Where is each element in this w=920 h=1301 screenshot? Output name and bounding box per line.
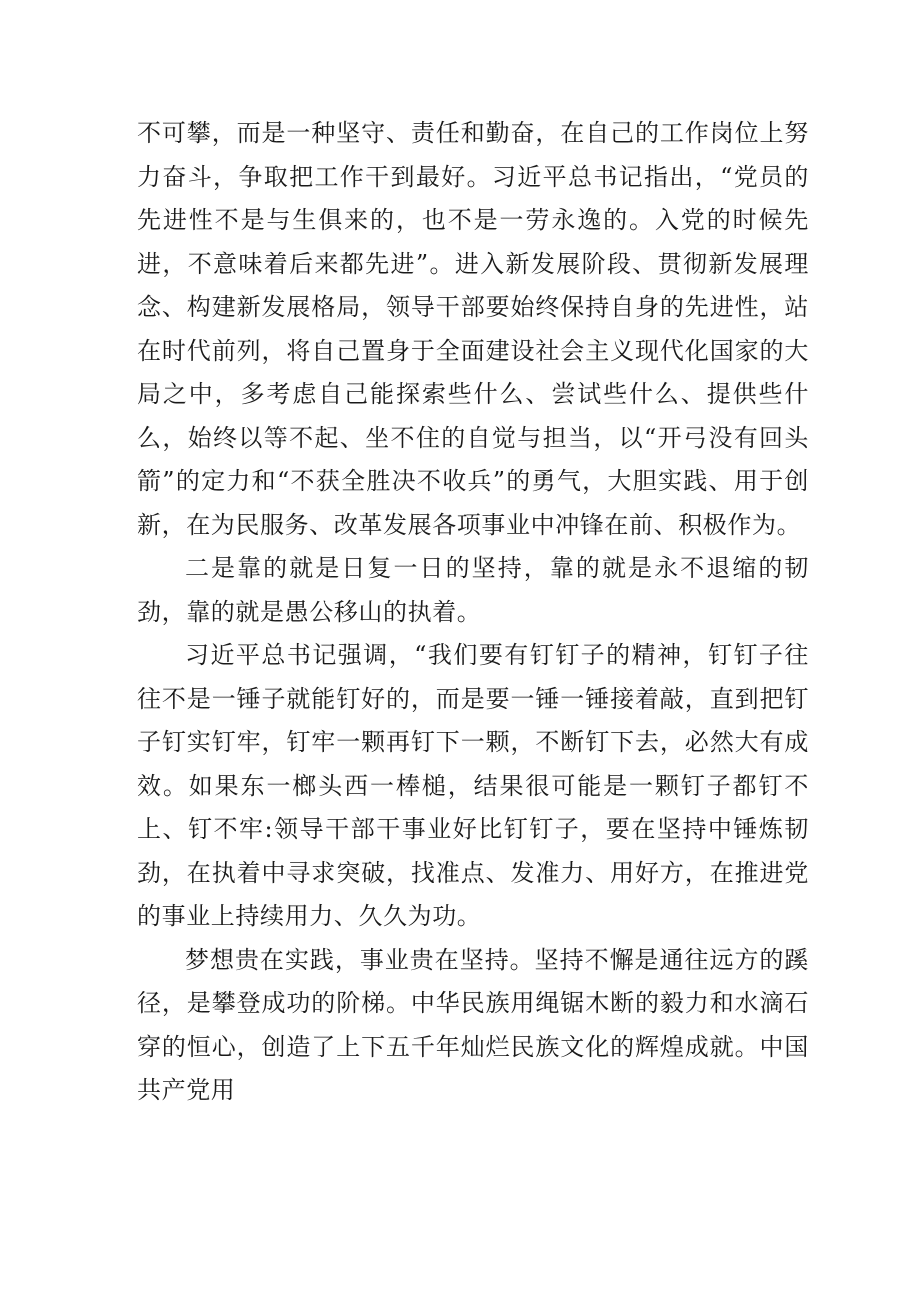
- paragraph-dream-practice: 梦想贵在实践，事业贵在坚持。坚持不懈是通往远方的蹊径，是攀登成功的阶梯。中华民族用绳锯木断的毅力和水滴石穿的恒心，创造了上下五千年灿烂民族文化的辉煌成就。中国共产党用: [137, 945, 809, 1104]
- paragraph-nail-spirit: 习近平总书记强调，“我们要有钉钉子的精神，钉钉子往往不是一锤子就能钉好的，而是要一锤一锤接着敲，直到把钉子钉实钉牢，钉牢一颗再钉下一颗，不断钉下去，必然大有成效。如果东一榔头西一棒槌，结果很可能是一颗钉子都钉不上、钉不牢:领导干部干事业好比钉钉子，要在坚持中锤炼韧劲，在执着中寻求突破，找准点、发准力、用好方，在推进党的事业上持续用力、久久为功。: [137, 641, 809, 930]
- document-body: [137, 112, 809, 1113]
- paragraph-continuation: 不可攀，而是一种坚守、责任和勤奋，在自己的工作岗位上努力奋斗，争取把工作干到最好。习近平总书记指出，“党员的先进性不是与生俱来的，也不是一劳永逸的。入党的时候先进，不意味着后来都先进”。进入新发展阶段、贯彻新发展理念、构建新发展格局，领导干部要始终保持自身的先进性，站在时代前列，将自己置身于全面建设社会主义现代化国家的大局之中，多考虑自己能探索些什么、尝试些什么、提供些什么，始终以等不起、坐不住的自觉与担当，以“开弓没有回头箭”的定力和“不获全胜决不收兵”的勇气，大胆实践、用于创新，在为民服务、改革发展各项事业中冲锋在前、积极作为。: [137, 119, 809, 539]
- paragraph-point-two: 二是靠的就是日复一日的坚持，靠的就是永不退缩的韧劲，靠的就是愚公移山的执着。: [137, 554, 809, 626]
